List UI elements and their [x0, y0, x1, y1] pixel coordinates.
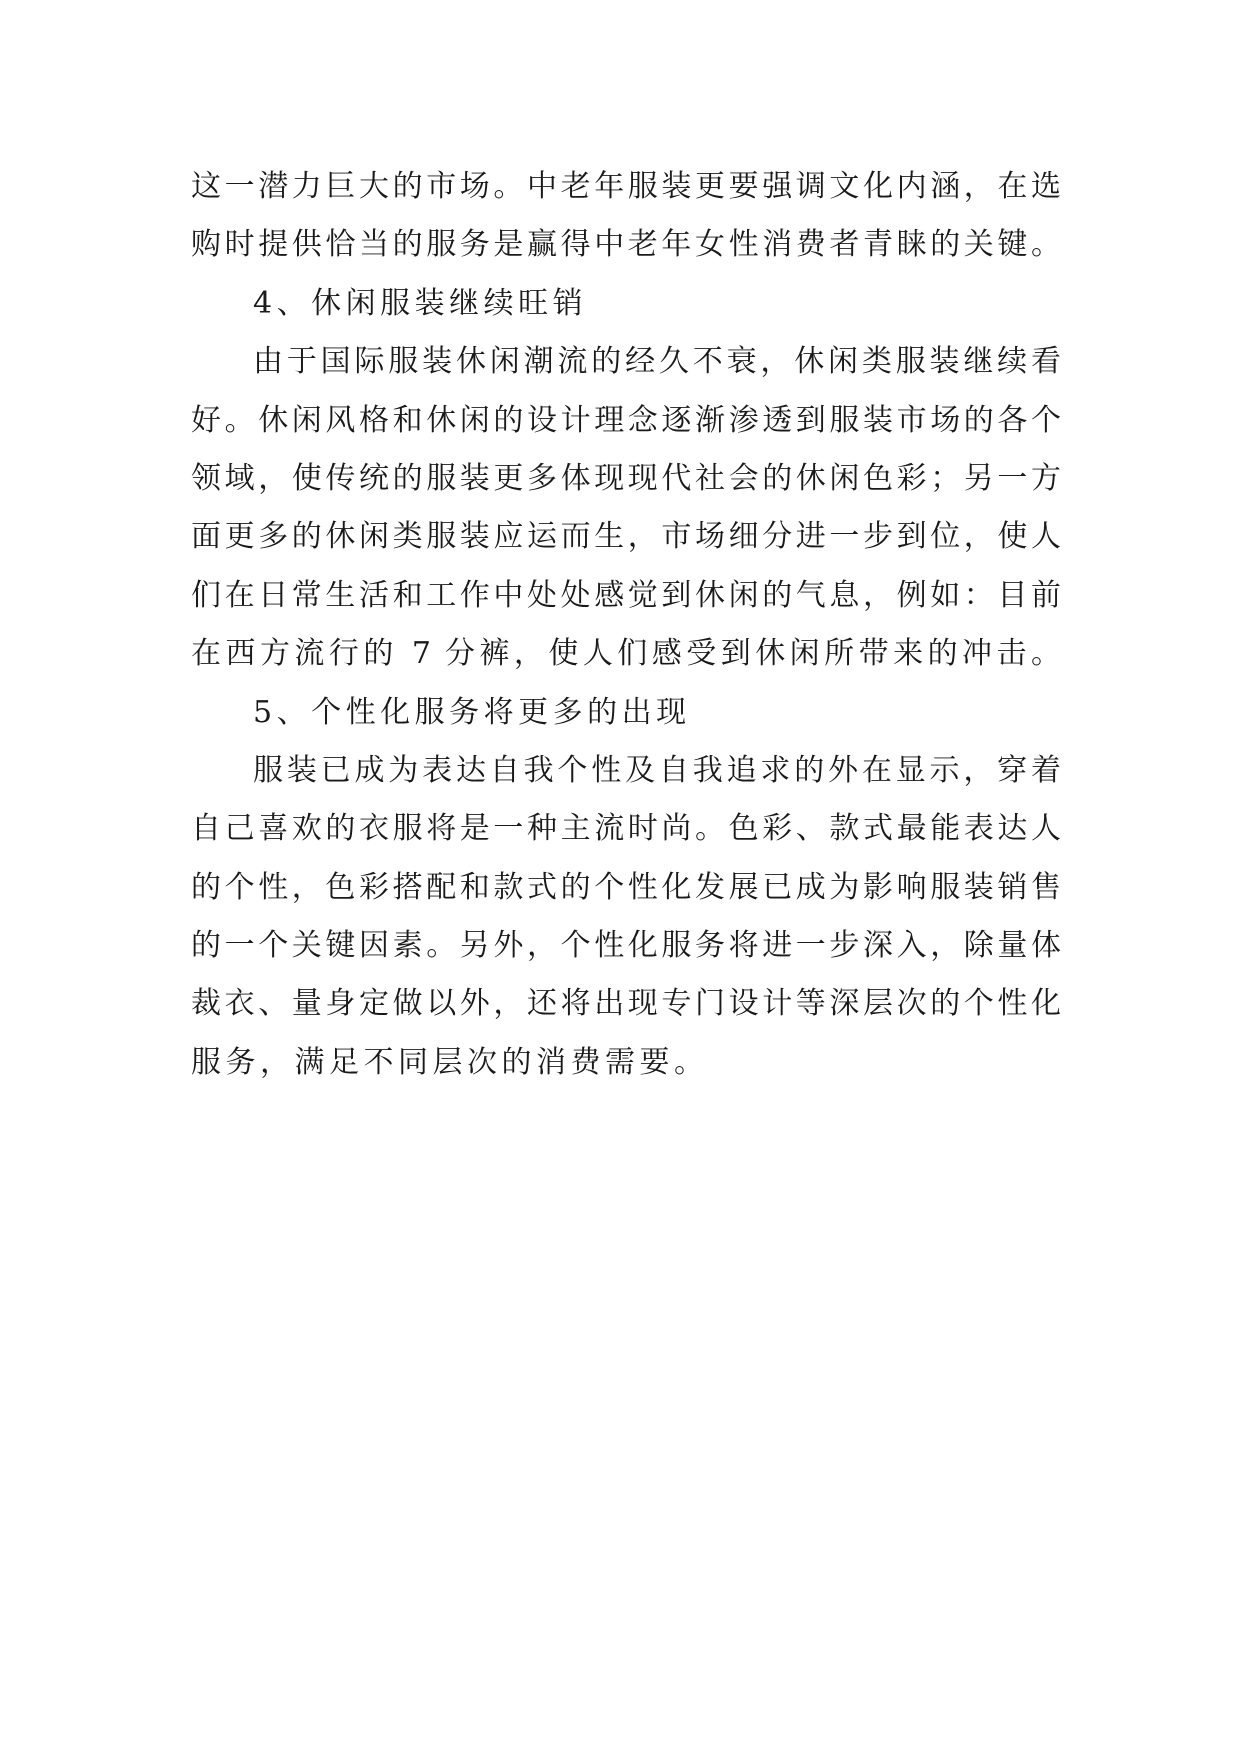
paragraph-line: 的个性，色彩搭配和款式的个性化发展已成为影响服装销售 [191, 869, 1061, 905]
paragraph-line: 领域，使传统的服装更多体现现代社会的休闲色彩；另一方 [191, 460, 1061, 496]
paragraph-line: 购时提供恰当的服务是赢得中老年女性消费者青睐的关键。 [191, 227, 1061, 263]
section-heading-4: 4、休闲服装继续旺销 [253, 285, 588, 321]
paragraph-line: 面更多的休闲类服装应运而生，市场细分进一步到位，使人 [191, 519, 1061, 555]
paragraph-line: 自己喜欢的衣服将是一种主流时尚。色彩、款式最能表达人 [191, 811, 1061, 847]
document-body [191, 158, 1061, 1092]
paragraph-line: 在西方流行的 7 分裤，使人们感受到休闲所带来的冲击。 [191, 636, 1061, 672]
paragraph-line: 由于国际服装休闲潮流的经久不衰，休闲类服装继续看 [253, 344, 1061, 380]
paragraph-line: 服装已成为表达自我个性及自我追求的外在显示，穿着 [253, 752, 1061, 788]
paragraph-line: 们在日常生活和工作中处处感觉到休闲的气息，例如：目前 [191, 577, 1061, 613]
paragraph-line: 这一潜力巨大的市场。中老年服装更要强调文化内涵，在选 [191, 169, 1061, 204]
section-heading-5: 5、个性化服务将更多的出现 [253, 694, 691, 730]
paragraph-line: 的一个关键因素。另外，个性化服务将进一步深入，除量体 [191, 928, 1061, 964]
paragraph-line: 服务，满足不同层次的消费需要。 [191, 1044, 709, 1080]
paragraph-line: 好。休闲风格和休闲的设计理念逐渐渗透到服装市场的各个 [191, 402, 1061, 438]
paragraph-line: 裁衣、量身定做以外，还将出现专门设计等深层次的个性化 [191, 986, 1061, 1022]
